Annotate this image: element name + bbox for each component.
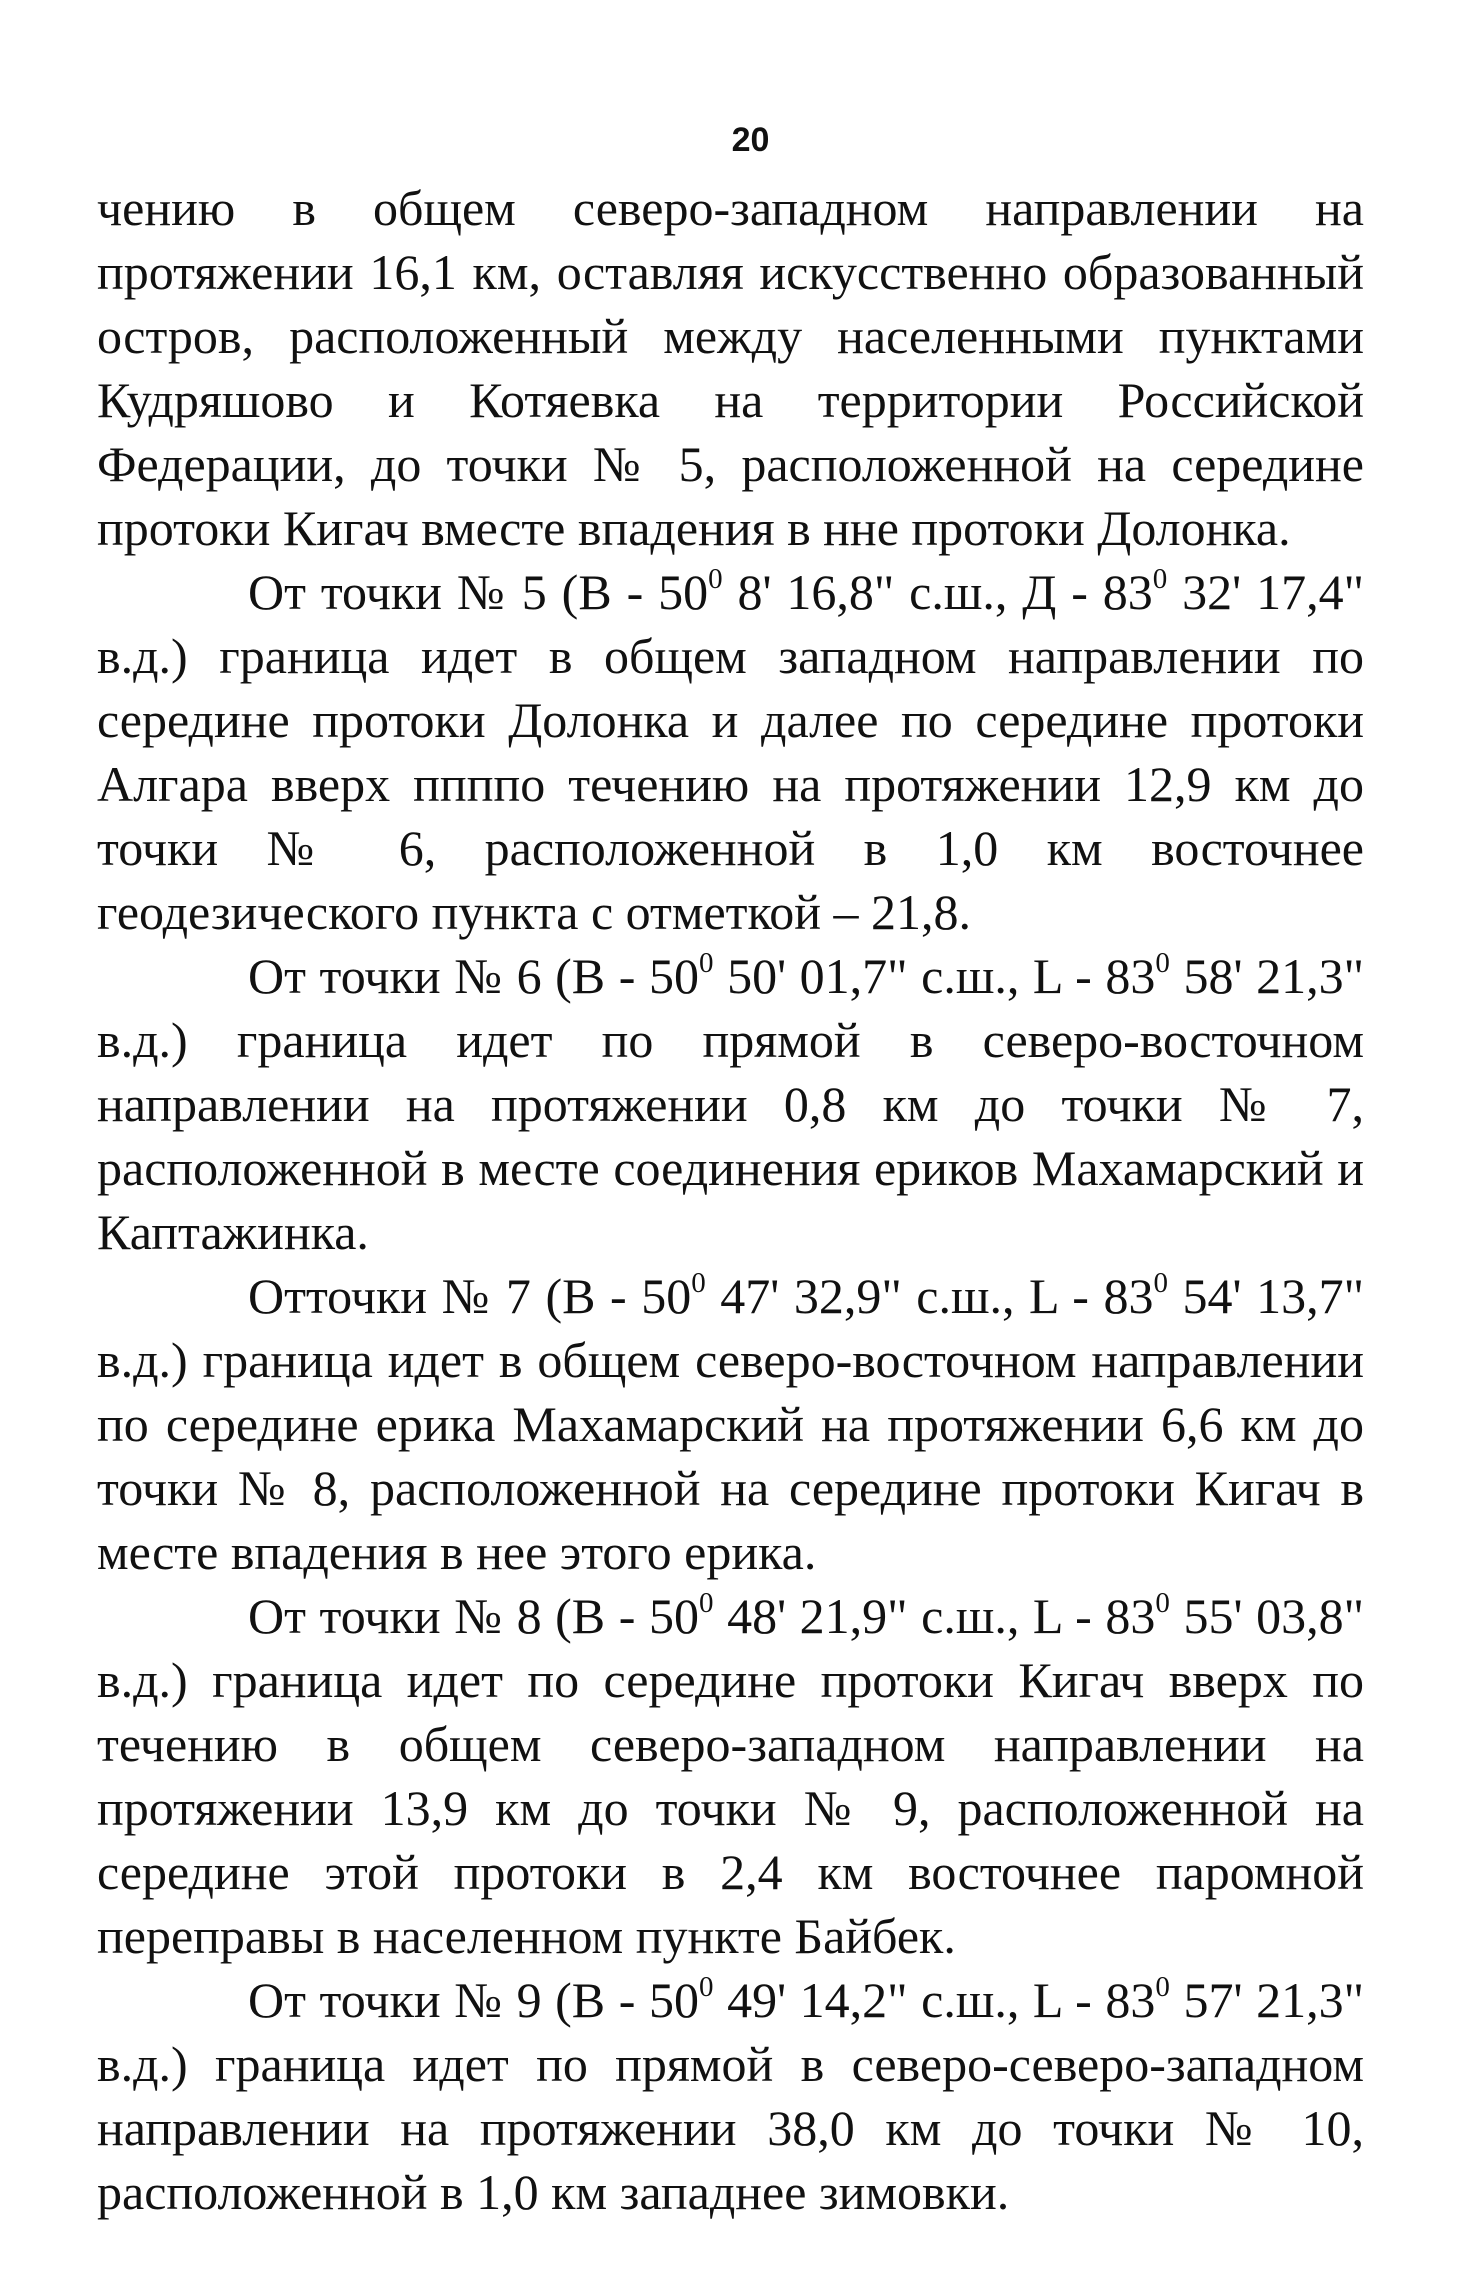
paragraph-middle: 50' 01,7" с.ш., L - 83: [713, 948, 1156, 1004]
degree-superscript: 0: [698, 1971, 714, 2004]
paragraph-point-6: [97, 944, 1364, 1264]
paragraph-prefix: От точки № 5 (В - 50: [248, 564, 709, 620]
paragraph-middle: 8' 16,8" с.ш., Д - 83: [722, 564, 1153, 620]
degree-superscript: 0: [1152, 563, 1168, 596]
paragraph-prefix: От точки № 6 (В - 50: [248, 948, 699, 1004]
degree-superscript: 0: [1155, 947, 1170, 980]
paragraph-middle: 47' 32,9" с.ш., L - 83: [705, 1268, 1154, 1324]
page-number: 20: [731, 121, 770, 159]
paragraph-suffix: 54' 13,7" в.д.) граница идет в общем северо-восточном направлении по середине ерика Махамарский на протяжении 6,6 км до точки № 8, расположенной на середине протоки Кигач в месте впадения в нее этого ерика.: [97, 1268, 1365, 1580]
paragraph-prefix: От точки № 9 (В - 50: [248, 1972, 699, 2028]
paragraph-continuation: [97, 176, 1364, 560]
paragraph-point-5: [97, 560, 1364, 944]
paragraph-point-8: [97, 1584, 1364, 1968]
degree-superscript: 0: [1153, 1267, 1168, 1300]
degree-superscript: 0: [1155, 1587, 1170, 1620]
paragraph-prefix: От точки № 8 (В - 50: [248, 1588, 699, 1644]
paragraph-point-7: [97, 1264, 1364, 1584]
degree-superscript: 0: [691, 1267, 706, 1300]
paragraph-suffix: 55' 03,8" в.д.) граница идет по середине протоки Кигач вверх по течению в общем северо-западном направлении на протяжении 13,9 км до точки № 9, расположенной на середине этой протоки в 2,4 км восточнее паромной переправы в населенном пункте Байбек.: [97, 1588, 1365, 1964]
paragraph-suffix: 58' 21,3" в.д.) граница идет по прямой в северо-восточном направлении на протяжении 0,8 км до точки № 7, расположенной в месте соединения ериков Махамарский и Каптажинка.: [97, 948, 1365, 1260]
degree-superscript: 0: [708, 563, 723, 596]
paragraph-middle: 48' 21,9" с.ш., L - 83: [713, 1588, 1156, 1644]
degree-superscript: 0: [698, 1587, 714, 1620]
paragraph-text: чению в общем северо-западном направлении на протяжении 16,1 км, оставляя искусственно образованный остров, расположенный между населенными пунктами Кудряшово и Котяевка на территории Российской Федерации, до точки № 5, расположенной на середине протоки Кигач вместе впадения в нне протоки Долонка.: [97, 180, 1364, 556]
paragraph-suffix: 32' 17,4" в.д.) граница идет в общем западном направлении по середине протоки Долонка и далее по середине протоки Алгара вверх ппппо течению на протяжении 12,9 км до точки № 6, расположенной в 1,0 км восточнее геодезического пункта с отметкой – 21,8.: [97, 564, 1364, 940]
paragraph-suffix: 57' 21,3" в.д.) граница идет по прямой в северо-северо-западном направлении на протяжении 38,0 км до точки № 10, расположенной в 1,0 км западнее зимовки.: [97, 1972, 1365, 2220]
degree-superscript: 0: [1155, 1971, 1170, 2004]
paragraph-prefix: Отточки № 7 (В - 50: [248, 1268, 692, 1324]
paragraph-middle: 49' 14,2" с.ш., L - 83: [713, 1972, 1156, 2028]
degree-superscript: 0: [698, 947, 714, 980]
paragraph-point-9: [97, 1968, 1364, 2224]
